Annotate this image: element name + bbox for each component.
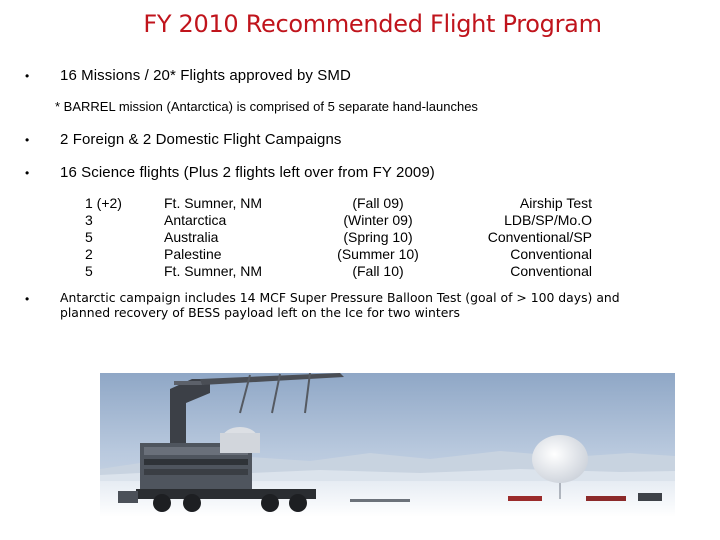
balloon-launch-photo	[100, 373, 675, 517]
flight-location: Palestine	[164, 246, 222, 262]
flight-type: Conventional	[510, 263, 592, 279]
table-row	[85, 246, 592, 263]
table-row	[85, 195, 592, 212]
flight-count: 5	[85, 229, 93, 245]
flight-location: Australia	[164, 229, 219, 245]
flight-count: 1 (+2)	[85, 195, 122, 211]
bullet-marker: •	[25, 69, 30, 83]
flight-type: Conventional/SP	[487, 229, 592, 245]
table-row	[85, 263, 592, 280]
flight-location: Ft. Sumner, NM	[164, 263, 263, 279]
table-row	[85, 212, 592, 229]
flight-season: (Fall 09)	[352, 195, 404, 211]
flight-type: LDB/SP/Mo.O	[504, 212, 592, 228]
flight-count: 5	[85, 263, 93, 279]
flight-type: Airship Test	[519, 195, 592, 211]
flight-season: (Summer 10)	[337, 246, 419, 262]
bullet-marker: •	[25, 292, 30, 306]
barrel-footnote: * BARREL mission (Antarctica) is comprised of 5 separate hand-launches	[55, 99, 478, 114]
bullet-science-flights: 16 Science flights (Plus 2 flights left over from FY 2009)	[60, 164, 435, 181]
table-row	[85, 229, 592, 246]
bullet-missions: 16 Missions / 20* Flights approved by SMD	[60, 67, 351, 84]
bullet-marker: •	[25, 166, 30, 180]
bullet-marker: •	[25, 133, 30, 147]
flight-count: 2	[85, 246, 93, 262]
flight-season: (Winter 09)	[343, 212, 413, 228]
flight-type: Conventional	[510, 246, 592, 262]
flight-schedule-table	[85, 195, 592, 280]
flight-count: 3	[85, 212, 93, 228]
bullet-campaigns: 2 Foreign & 2 Domestic Flight Campaigns	[60, 131, 342, 148]
flight-location: Antarctica	[164, 212, 227, 228]
flight-location: Ft. Sumner, NM	[164, 195, 263, 211]
flight-season: (Spring 10)	[343, 229, 413, 245]
bullet-antarctic-campaign: Antarctic campaign includes 14 MCF Super Pressure Balloon Test (goal of > 100 days) and planned recovery of BESS payload left on the Ice for two winters	[60, 290, 620, 320]
flight-season: (Fall 10)	[352, 263, 404, 279]
slide-title: FY 2010 Recommended Flight Program	[143, 10, 602, 38]
